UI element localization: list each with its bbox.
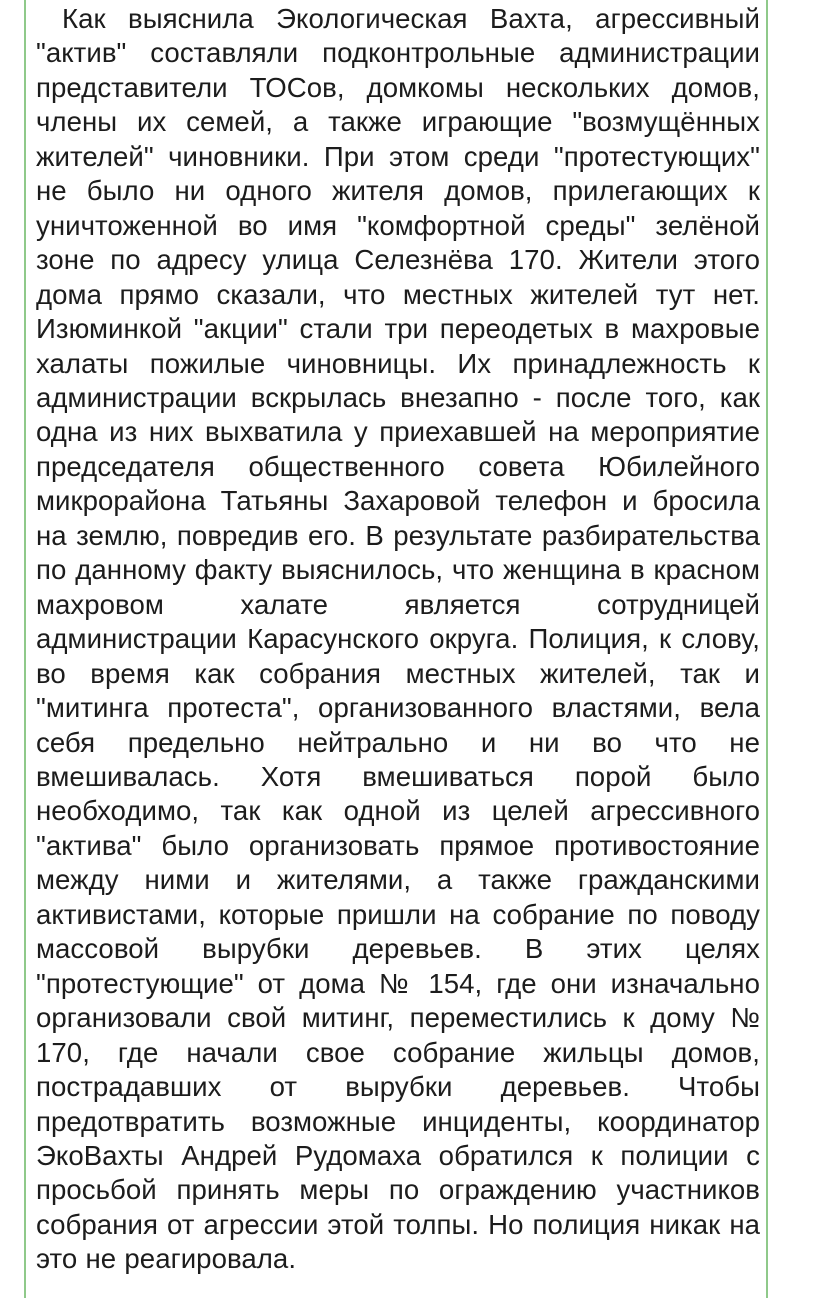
article-paragraph: Как выяснила Экологическая Вахта, агрессивный "актив" составляли подконтрольные администрации представители ТОСов, домкомы нескольких домов, члены их семей, а также играющие "возмущённых жителей" чиновники. При этом среди "протестующих" не было ни одного жителя домов, прилегающих к уничтоженной во имя "комфортной среды" зелёной зоне по адресу улица Селезнёва 170. Жители этого дома прямо сказали, что местных жителей тут нет. Изюминкой "акции" стали три переодетых в махровые халаты пожилые чиновницы. Их принадлежность к администрации вскрылась внезапно - после того, как одна из них выхватила у приехавшей на мероприятие председателя общественного совета Юбилейного микрорайона Татьяны Захаровой телефон и бросила на землю, повредив его. В результате разбирательства по данному факту выяснилось, что женщина в красном махровом халате является сотрудницей администрации Карасунского округа. Полиция, к слову, во время как собрания местных жителей, так и "митинга протеста", организованного властями, вела себя предельно нейтрально и ни во что не вмешивалась. Хотя вмешиваться порой было необходимо, так как одной из целей агрессивного "актива" было организовать прямое противостояние между ними и жителями, а также гражданскими активистами, которые пришли на собрание по поводу массовой вырубки деревьев. В этих целях "протестующие" от дома № 154, где они изначально организовали свой митинг, переместились к дому № 170, где начали свое собрание жильцы домов, пострадавших от вырубки деревьев. Чтобы предотвратить возможные инциденты, координатор ЭкоВахты Андрей Рудомаха обратился к полиции с просьбой принять меры по ограждению участников собрания от агрессии этой толпы. Но полиция никак на это не реагировала. xyxy=(36,3,760,1275)
